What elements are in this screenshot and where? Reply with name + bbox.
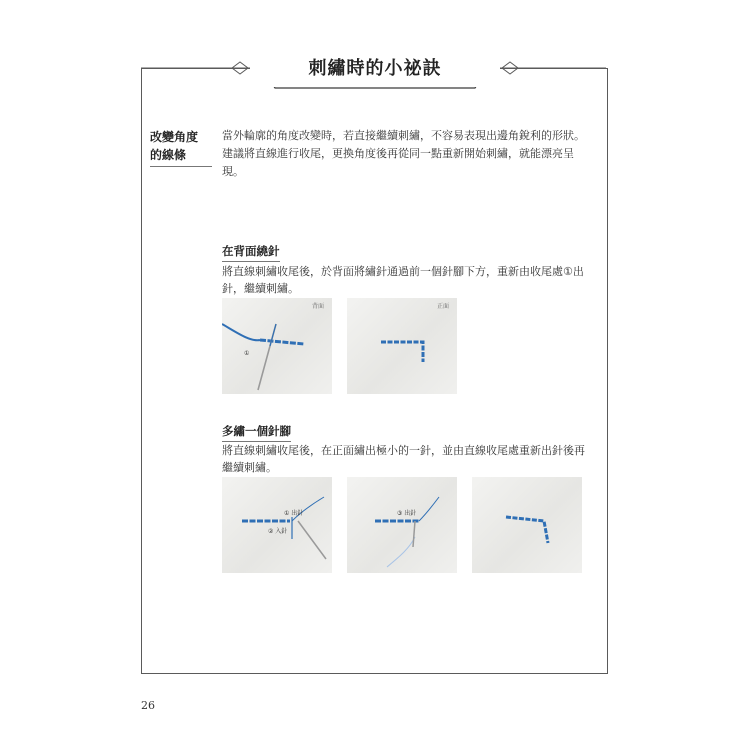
page-title: 刺繡時的小祕訣	[250, 47, 500, 87]
method1-photo-front	[347, 298, 457, 394]
stitch-illustration	[222, 298, 332, 394]
callout-1: ①	[244, 350, 250, 357]
method2-photo-2	[347, 477, 457, 573]
method2-photo-1	[222, 477, 332, 573]
section-intro: 當外輪廓的角度改變時，若直接繼續刺繡，不容易表現出邊角銳利的形狀。建議將直線進行收尾，更換角度後再從同一點重新開始刺繡，就能漂亮呈現。	[222, 129, 585, 178]
callout-in: ② 入針	[268, 528, 288, 535]
page-number: 26	[141, 699, 155, 712]
callout-out: ③ 出針	[397, 510, 417, 517]
method2-title	[222, 423, 291, 439]
photo-tag: 正面	[436, 303, 449, 310]
method1-title	[222, 243, 280, 259]
method1-title-underline	[222, 261, 280, 262]
photo-tag: 背面	[311, 303, 324, 310]
method1-text: 將直線刺繡收尾後，於背面將繡針通過前一個針腳下方，重新由收尾處①出針，繼續刺繡。	[222, 265, 584, 295]
section-label-line2: 的線條	[150, 148, 187, 162]
stitch-illustration	[347, 477, 457, 573]
section-label-underline	[150, 166, 212, 167]
section-label-line1: 改變角度	[150, 130, 199, 144]
method2-photo-3	[472, 477, 582, 573]
method2-title-text: 多繡一個針腳	[222, 424, 291, 438]
callout-out: ① 出針	[284, 510, 304, 517]
method2-text: 將直線刺繡收尾後，在正面繡出極小的一針，並由直線收尾處重新出針後再繼續刺繡。	[222, 444, 585, 474]
method1-photo-back	[222, 298, 332, 394]
method1-title-text: 在背面繞針	[222, 244, 280, 258]
stitch-illustration	[347, 298, 457, 394]
stitch-illustration	[472, 477, 582, 573]
section-label	[150, 128, 212, 164]
stitch-illustration	[222, 477, 332, 573]
